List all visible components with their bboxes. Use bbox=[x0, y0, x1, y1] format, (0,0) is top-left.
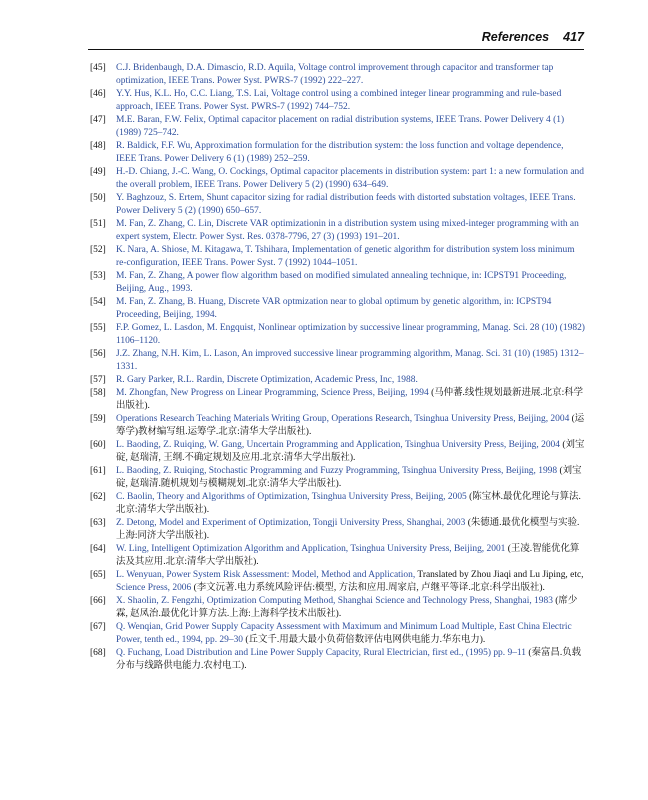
reference-number: [59] bbox=[90, 414, 106, 424]
reference-number: [49] bbox=[90, 167, 106, 177]
reference-text: (席少霖, 赵凤治.最优化计算方法.上海:上海科学技术出版社). bbox=[116, 596, 578, 619]
reference-list bbox=[90, 62, 586, 673]
reference-citation-link[interactable]: M. Fan, Z. Zhang, A power flow algorithm based on modified simulated annealing technique, in: ICPST91 Proceeding, Beijing, Aug., 1993. bbox=[116, 271, 567, 294]
reference-number: [55] bbox=[90, 323, 106, 333]
reference-citation-link[interactable]: L. Baoding, Z. Ruiqing, W. Gang, Uncertain Programming and Application, Tsinghua University Press, Beijing, 2004 bbox=[116, 440, 560, 450]
header-rule bbox=[88, 49, 584, 50]
reference-text: (运筹学)教材编写组.运筹学.北京:清华大学出版社). bbox=[116, 414, 585, 437]
reference-item bbox=[90, 270, 586, 296]
reference-item bbox=[90, 62, 586, 88]
reference-citation-link[interactable]: X. Shaolin, Z. Fengzhi, Optimization Computing Method, Shanghai Science and Technology Press, Shanghai, 1983 bbox=[116, 596, 553, 606]
reference-number: [67] bbox=[90, 622, 106, 632]
reference-item bbox=[90, 140, 586, 166]
reference-item bbox=[90, 569, 586, 595]
reference-citation-link[interactable]: Z. Detong, Model and Experiment of Optimization, Tongji University Press, Shanghai, 2003 bbox=[116, 518, 466, 528]
reference-number: [64] bbox=[90, 544, 106, 554]
reference-citation-link[interactable]: F.P. Gomez, L. Lasdon, M. Engquist, Nonlinear optimization by successive linear programming, Manag. Sci. 28 (10) (1982) 1106–1120. bbox=[116, 323, 585, 346]
reference-citation-link[interactable]: Y. Baghzouz, S. Ertem, Shunt capacitor sizing for radial distribution feeds with distorted substation voltages, IEEE Trans. Power Delivery 5 (2) (1990) 650–657. bbox=[116, 193, 576, 216]
reference-text: (陈宝林.最优化理论与算法.北京:清华大学出版社). bbox=[116, 492, 581, 515]
reference-number: [63] bbox=[90, 518, 106, 528]
reference-citation-link[interactable]: H.-D. Chiang, J.-C. Wang, O. Cockings, Optimal capacitor placements in distribution system: part 1: a new formulation and the overall problem, IEEE Trans. Power Delivery 5 (2) (1990) 634–649. bbox=[116, 167, 584, 190]
reference-citation-link[interactable]: Q. Wenqian, Grid Power Supply Capacity Assessment with Maximum and Minimum Load Multiple, East China Electric Power, tenth ed., 1994, pp. 29–30 bbox=[116, 622, 572, 645]
reference-number: [62] bbox=[90, 492, 106, 502]
reference-text: (刘宝碇, 赵瑞清, 王纲.不确定规划及应用.北京:清华大学出版社). bbox=[116, 440, 585, 463]
reference-item bbox=[90, 322, 586, 348]
reference-item bbox=[90, 387, 586, 413]
reference-text: (刘宝碇, 赵瑞清.随机规划与模糊规划.北京:清华大学出版社). bbox=[116, 466, 582, 489]
reference-text: (王凌.智能优化算法及其应用.北京:清华大学出版社). bbox=[116, 544, 580, 567]
reference-citation-link[interactable]: M.E. Baran, F.W. Felix, Optimal capacitor placement on radial distribution systems, IEEE Trans. Power Delivery 4 (1) (1989) 725–742. bbox=[116, 115, 565, 138]
reference-text: (马仲蕃.线性规划最新进展.北京:科学出版社). bbox=[116, 388, 584, 411]
reference-number: [66] bbox=[90, 596, 106, 606]
reference-number: [60] bbox=[90, 440, 106, 450]
reference-number: [58] bbox=[90, 388, 106, 398]
reference-citation-link[interactable]: Y.Y. Hus, K.L. Ho, C.C. Liang, T.S. Lai, Voltage control using a combined integer linear programming and rule-based approach, IEEE Trans. Power Syst. PWRS-7 (1992) 744–752. bbox=[116, 89, 562, 112]
reference-citation-link[interactable]: C.J. Bridenbaugh, D.A. Dimascio, R.D. Aquila, Voltage control improvement through capacitor and transformer tap optimization, IEEE Trans. Power Syst. PWRS-7 (1992) 222–227. bbox=[116, 63, 554, 86]
reference-citation-link[interactable]: W. Ling, Intelligent Optimization Algorithm and Application, Tsinghua University Press, Beijing, 2001 bbox=[116, 544, 506, 554]
reference-number: [61] bbox=[90, 466, 106, 476]
reference-item bbox=[90, 413, 586, 439]
reference-number: [53] bbox=[90, 271, 106, 281]
reference-number: [48] bbox=[90, 141, 106, 151]
reference-item bbox=[90, 465, 586, 491]
reference-item bbox=[90, 166, 586, 192]
reference-item bbox=[90, 244, 586, 270]
reference-number: [50] bbox=[90, 193, 106, 203]
section-title: References bbox=[481, 30, 550, 44]
reference-citation-link[interactable]: M. Fan, Z. Zhang, C. Lin, Discrete VAR optimizationin in a distribution system using mixed-integer programming with an expert system, Electr. Power Syst. Res. 0378-7796, 27 (3) (1993) 191–201. bbox=[116, 219, 579, 242]
reference-item bbox=[90, 595, 586, 621]
reference-citation-link[interactable]: K. Nara, A. Shiose, M. Kitagawa, T. Tshihara, Implementation of genetic algorithm for distribution system loss minimum re-configuration, IEEE Trans. Power Syst. 7 (1992) 1044–1051. bbox=[116, 245, 575, 268]
reference-item bbox=[90, 621, 586, 647]
reference-item bbox=[90, 647, 586, 673]
reference-citation-link[interactable]: R. Baldick, F.F. Wu, Approximation formulation for the distribution system: the loss function and voltage dependence, IEEE Trans. Power Delivery 6 (1) (1989) 252–259. bbox=[116, 141, 564, 164]
reference-item bbox=[90, 491, 586, 517]
reference-citation-link[interactable]: Q. Fuchang, Load Distribution and Line Power Supply Capacity, Rural Electrician, first ed., (1995) pp. 9–11 bbox=[116, 648, 527, 658]
reference-item bbox=[90, 348, 586, 374]
reference-item bbox=[90, 218, 586, 244]
page-number: 417 bbox=[563, 30, 584, 44]
running-header bbox=[482, 30, 584, 50]
reference-number: [57] bbox=[90, 375, 106, 385]
reference-citation-link[interactable]: R. Gary Parker, R.L. Rardin, Discrete Optimization, Academic Press, Inc, 1988. bbox=[116, 375, 418, 385]
reference-item bbox=[90, 374, 586, 387]
reference-item bbox=[90, 88, 586, 114]
reference-citation-link[interactable]: Science Press, 2006 bbox=[116, 583, 192, 593]
reference-citation-link[interactable]: M. Fan, Z. Zhang, B. Huang, Discrete VAR optmization near to global optimum by genetic algorithm, in: ICPST94 Proceeding, Beijing, 1994. bbox=[116, 297, 552, 320]
reference-number: [52] bbox=[90, 245, 106, 255]
reference-item bbox=[90, 192, 586, 218]
reference-number: [68] bbox=[90, 648, 106, 658]
reference-citation-link[interactable]: L. Wenyuan, Power System Risk Assessment: Model, Method and Application, bbox=[116, 570, 416, 580]
reference-item bbox=[90, 439, 586, 465]
reference-item bbox=[90, 296, 586, 322]
reference-citation-link[interactable]: Operations Research Teaching Materials Writing Group, Operations Research, Tsinghua University Press, Beijing, 2004 bbox=[116, 414, 570, 424]
reference-number: [51] bbox=[90, 219, 106, 229]
reference-text: (朱德通.最优化模型与实验.上海:同济大学出版社). bbox=[116, 518, 580, 541]
reference-number: [46] bbox=[90, 89, 106, 99]
reference-text: Translated by Zhou Jiaqi and Lu Jiping, etc, bbox=[415, 570, 584, 580]
reference-citation-link[interactable]: C. Baolin, Theory and Algorithms of Optimization, Tsinghua University Press, Beijing, 2005 bbox=[116, 492, 467, 502]
reference-citation-link[interactable]: M. Zhongfan, New Progress on Linear Programming, Science Press, Beijing, 1994 bbox=[116, 388, 429, 398]
reference-citation-link[interactable]: L. Baoding, Z. Ruiqing, Stochastic Programming and Fuzzy Programming, Tsinghua University Press, Beijing, 1998 bbox=[116, 466, 558, 476]
reference-text: (秦富昌.负载分布与线路供电能力.农村电工). bbox=[116, 648, 582, 671]
reference-number: [47] bbox=[90, 115, 106, 125]
reference-text: (丘文千.用最大最小负荷倍数评估电网供电能力.华东电力). bbox=[243, 635, 486, 645]
reference-text: (李文沅著.电力系统风险评估:模型, 方法和应用.周家启, 卢继平等译.北京:科学出版社). bbox=[191, 583, 545, 593]
reference-number: [65] bbox=[90, 570, 106, 580]
reference-number: [56] bbox=[90, 349, 106, 359]
reference-citation-link[interactable]: J.Z. Zhang, N.H. Kim, L. Lason, An improved successive linear programming algorithm, Manag. Sci. 31 (10) (1985) 1312–1331. bbox=[116, 349, 584, 372]
reference-number: [45] bbox=[90, 63, 106, 73]
reference-item bbox=[90, 543, 586, 569]
reference-item bbox=[90, 114, 586, 140]
reference-item bbox=[90, 517, 586, 543]
reference-number: [54] bbox=[90, 297, 106, 307]
